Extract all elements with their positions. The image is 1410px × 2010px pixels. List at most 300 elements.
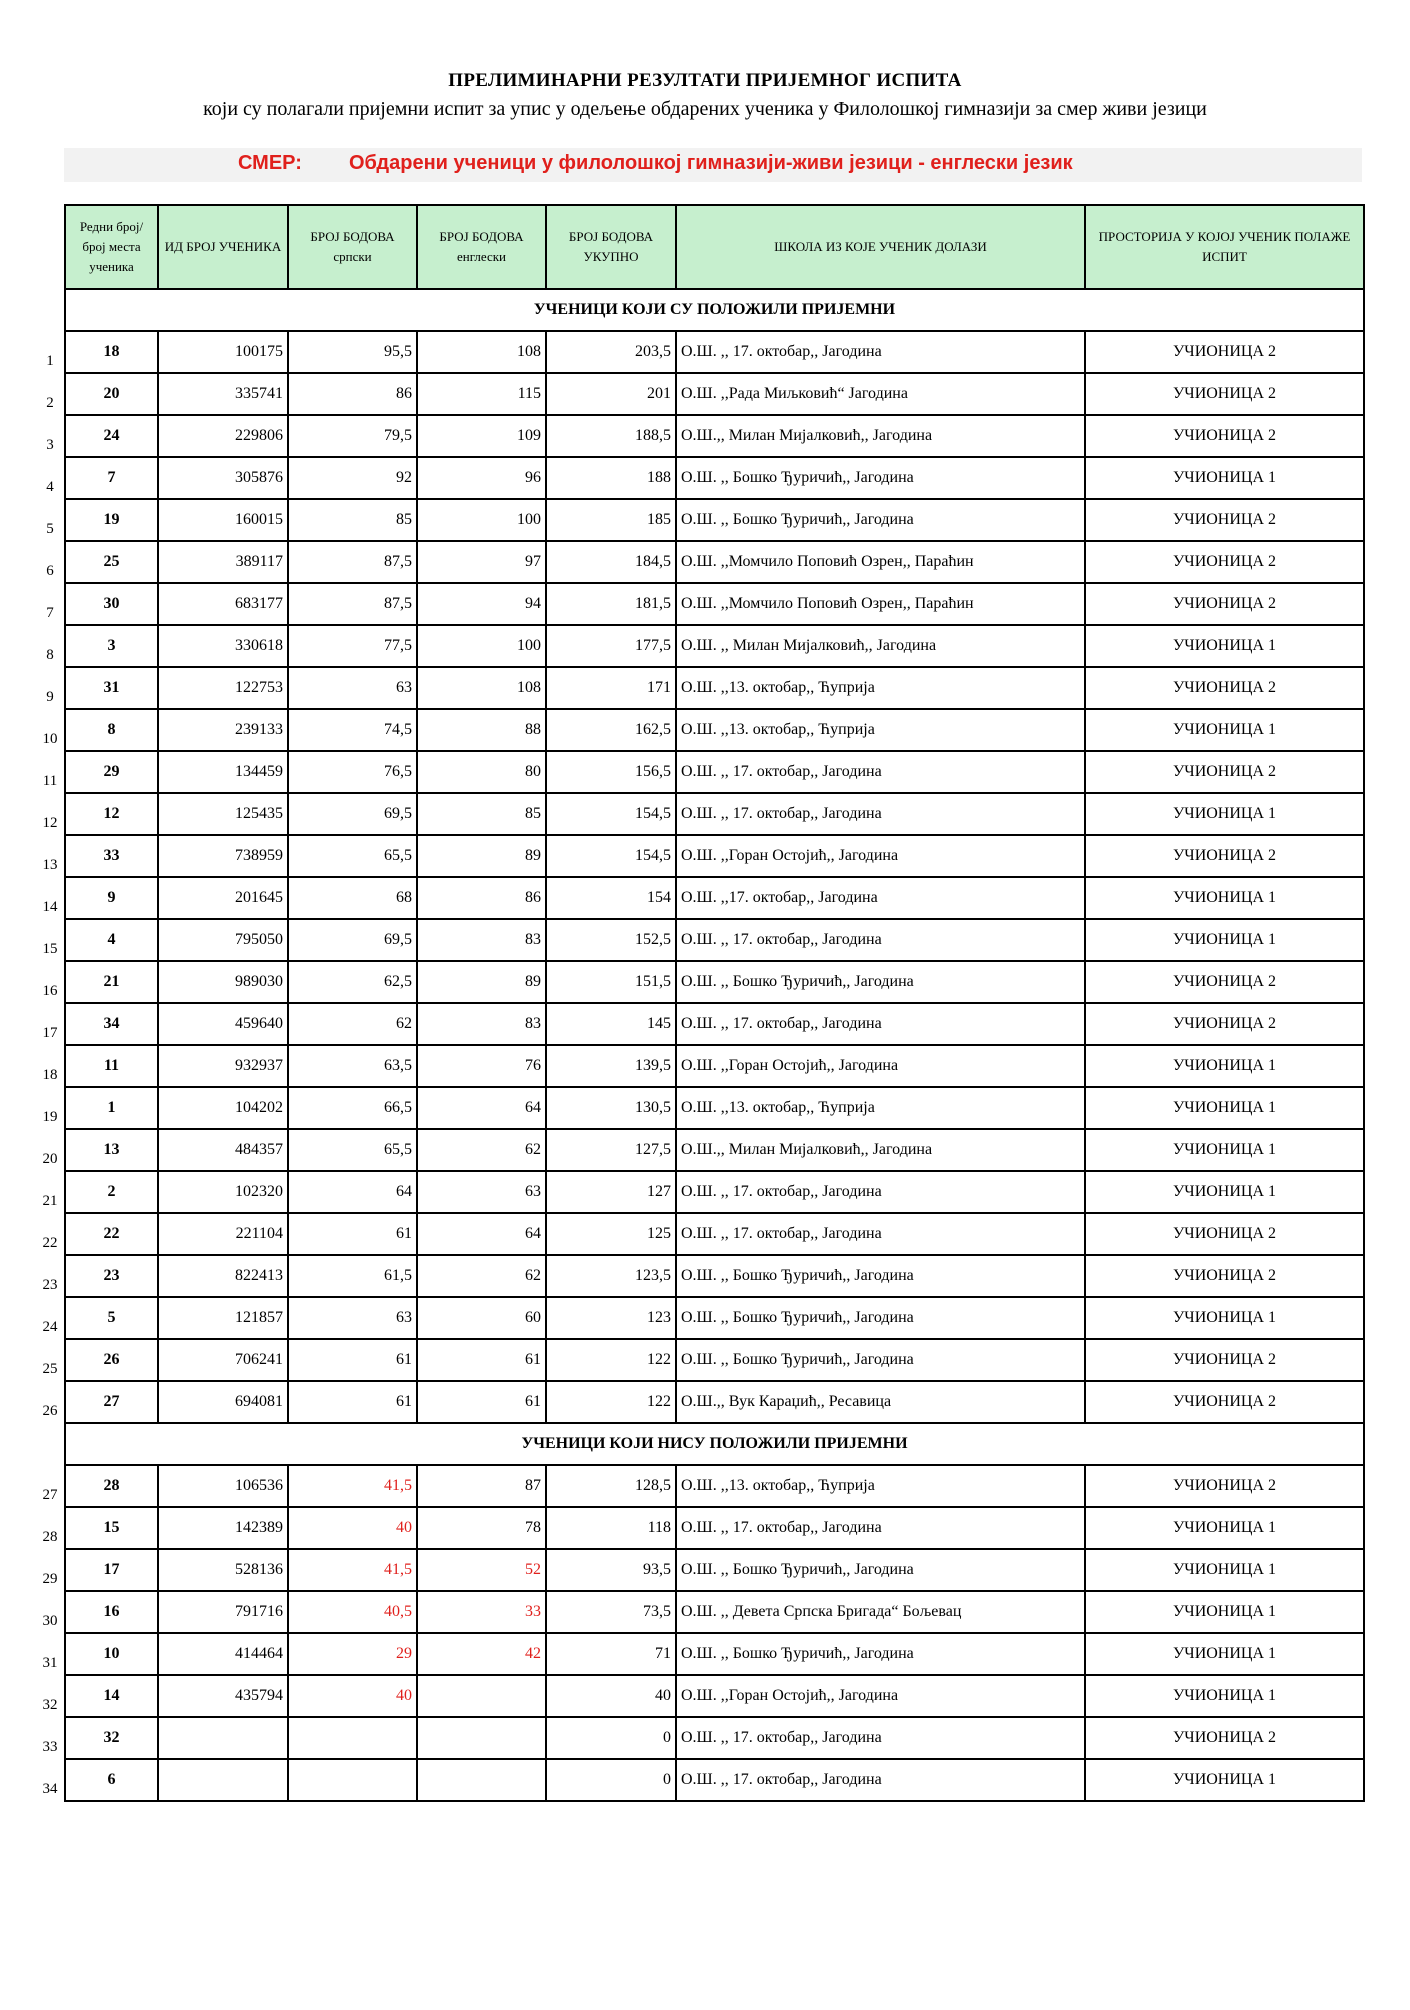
row-number: 26 [42, 1403, 58, 1419]
row-number: 22 [42, 1235, 58, 1251]
cell-points-english: 60 [417, 1297, 546, 1339]
cell-points-total: 127 [546, 1171, 676, 1213]
cell-points-serbian: 95,5 [288, 331, 417, 373]
cell-points-serbian: 65,5 [288, 1129, 417, 1171]
table-row [65, 1255, 1364, 1297]
cell-points-english: 85 [417, 793, 546, 835]
cell-rank: 20 [65, 373, 158, 415]
cell-school: О.Ш.,, Милан Мијалковић,, Јагодина [676, 415, 1085, 457]
section-title: УЧЕНИЦИ КОЈИ НИСУ ПОЛОЖИЛИ ПРИЈЕМНИ [65, 1423, 1364, 1465]
row-number: 29 [42, 1571, 58, 1587]
cell-room: УЧИОНИЦА 2 [1085, 415, 1364, 457]
row-number: 32 [42, 1697, 58, 1713]
table-row [65, 1171, 1364, 1213]
cell-room: УЧИОНИЦА 2 [1085, 373, 1364, 415]
cell-points-serbian: 66,5 [288, 1087, 417, 1129]
cell-points-english: 80 [417, 751, 546, 793]
cell-school: О.Ш. ,, Бошко Ђуричић,, Јагодина [676, 457, 1085, 499]
cell-rank: 14 [65, 1675, 158, 1717]
cell-student-id: 305876 [158, 457, 288, 499]
cell-student-id: 100175 [158, 331, 288, 373]
cell-student-id [158, 1759, 288, 1801]
cell-points-serbian: 63 [288, 1297, 417, 1339]
row-number: 16 [42, 983, 58, 999]
table-row [65, 961, 1364, 1003]
cell-rank: 34 [65, 1003, 158, 1045]
cell-school: О.Ш.,, Милан Мијалковић,, Јагодина [676, 1129, 1085, 1171]
table-row [65, 1633, 1364, 1675]
cell-points-serbian: 64 [288, 1171, 417, 1213]
row-number: 10 [42, 731, 58, 747]
cell-points-english: 63 [417, 1171, 546, 1213]
cell-student-id: 106536 [158, 1465, 288, 1507]
table-row [65, 457, 1364, 499]
cell-points-english: 61 [417, 1381, 546, 1423]
cell-points-english: 100 [417, 625, 546, 667]
table-row [65, 1087, 1364, 1129]
cell-points-total: 122 [546, 1339, 676, 1381]
cell-points-total: 184,5 [546, 541, 676, 583]
table-row [65, 877, 1364, 919]
table-row [65, 1297, 1364, 1339]
row-number: 34 [42, 1781, 58, 1797]
cell-rank: 1 [65, 1087, 158, 1129]
cell-student-id: 459640 [158, 1003, 288, 1045]
cell-student-id: 125435 [158, 793, 288, 835]
cell-points-total: 203,5 [546, 331, 676, 373]
cell-points-serbian: 87,5 [288, 541, 417, 583]
cell-points-english: 61 [417, 1339, 546, 1381]
cell-room: УЧИОНИЦА 1 [1085, 1171, 1364, 1213]
cell-points-total: 181,5 [546, 583, 676, 625]
cell-points-english: 64 [417, 1213, 546, 1255]
cell-room: УЧИОНИЦА 1 [1085, 1675, 1364, 1717]
cell-points-total: 201 [546, 373, 676, 415]
cell-points-total: 130,5 [546, 1087, 676, 1129]
table-row [65, 331, 1364, 373]
cell-school: О.Ш. ,,Горан Остојић,, Јагодина [676, 835, 1085, 877]
cell-points-total: 145 [546, 1003, 676, 1045]
cell-points-serbian: 61 [288, 1213, 417, 1255]
cell-points-total: 118 [546, 1507, 676, 1549]
col-header-school: ШКОЛА ИЗ КОЈЕ УЧЕНИК ДОЛАЗИ [676, 205, 1085, 289]
cell-rank: 7 [65, 457, 158, 499]
row-number: 4 [46, 479, 54, 495]
col-header-room: ПРОСТОРИЈА У КОЈОЈ УЧЕНИК ПОЛАЖЕ ИСПИТ [1085, 205, 1364, 289]
table-row [65, 1591, 1364, 1633]
cell-room: УЧИОНИЦА 2 [1085, 961, 1364, 1003]
cell-room: УЧИОНИЦА 1 [1085, 1297, 1364, 1339]
cell-points-serbian [288, 1717, 417, 1759]
cell-student-id: 160015 [158, 499, 288, 541]
cell-points-serbian: 74,5 [288, 709, 417, 751]
cell-points-total: 151,5 [546, 961, 676, 1003]
cell-student-id: 795050 [158, 919, 288, 961]
cell-school: О.Ш. ,,Момчило Поповић Озрен,, Параћин [676, 583, 1085, 625]
cell-points-english: 83 [417, 919, 546, 961]
cell-school: О.Ш. ,,13. октобар,, Ћуприја [676, 667, 1085, 709]
cell-points-english: 94 [417, 583, 546, 625]
cell-room: УЧИОНИЦА 1 [1085, 1045, 1364, 1087]
cell-student-id: 221104 [158, 1213, 288, 1255]
cell-school: О.Ш. ,,Рада Миљковић“ Јагодина [676, 373, 1085, 415]
cell-points-english [417, 1675, 546, 1717]
table-row [65, 1003, 1364, 1045]
results-table [64, 204, 1365, 1802]
cell-points-english: 108 [417, 667, 546, 709]
cell-rank: 3 [65, 625, 158, 667]
cell-room: УЧИОНИЦА 1 [1085, 1087, 1364, 1129]
cell-points-english [417, 1717, 546, 1759]
cell-points-total: 123 [546, 1297, 676, 1339]
cell-points-serbian: 62,5 [288, 961, 417, 1003]
cell-room: УЧИОНИЦА 2 [1085, 1339, 1364, 1381]
cell-student-id: 414464 [158, 1633, 288, 1675]
cell-school: О.Ш. ,, Бошко Ђуричић,, Јагодина [676, 1255, 1085, 1297]
table-row [65, 1339, 1364, 1381]
cell-school: О.Ш. ,, 17. октобар,, Јагодина [676, 1759, 1085, 1801]
cell-school: О.Ш. ,,13. октобар,, Ћуприја [676, 1465, 1085, 1507]
cell-student-id: 335741 [158, 373, 288, 415]
cell-points-total: 73,5 [546, 1591, 676, 1633]
cell-school: О.Ш. ,, Бошко Ђуричић,, Јагодина [676, 1633, 1085, 1675]
section-title: УЧЕНИЦИ КОЈИ СУ ПОЛОЖИЛИ ПРИЈЕМНИ [65, 289, 1364, 331]
cell-room: УЧИОНИЦА 2 [1085, 1381, 1364, 1423]
row-number: 11 [42, 773, 58, 789]
cell-points-english: 52 [417, 1549, 546, 1591]
row-number: 2 [46, 395, 54, 411]
cell-points-total: 177,5 [546, 625, 676, 667]
cell-school: О.Ш. ,, Милан Мијалковић,, Јагодина [676, 625, 1085, 667]
cell-student-id: 102320 [158, 1171, 288, 1213]
cell-student-id: 104202 [158, 1087, 288, 1129]
row-number: 25 [42, 1361, 58, 1377]
page-subtitle: који су полагали пријемни испит за упис у одељење обдарених ученика у Филолошкој гимназији за смер живи језици [203, 98, 1207, 120]
cell-points-serbian: 92 [288, 457, 417, 499]
row-number: 15 [42, 941, 58, 957]
cell-points-english: 64 [417, 1087, 546, 1129]
col-header-points-english: БРОЈ БОДОВА енглески [417, 205, 546, 289]
cell-student-id: 738959 [158, 835, 288, 877]
cell-rank: 26 [65, 1339, 158, 1381]
row-number: 31 [42, 1655, 58, 1671]
cell-points-total: 162,5 [546, 709, 676, 751]
cell-points-total: 171 [546, 667, 676, 709]
cell-points-total: 152,5 [546, 919, 676, 961]
row-number: 7 [46, 605, 54, 621]
cell-school: О.Ш. ,, Бошко Ђуричић,, Јагодина [676, 1297, 1085, 1339]
row-number: 1 [46, 353, 54, 369]
cell-student-id: 122753 [158, 667, 288, 709]
col-header-points-total: БРОЈ БОДОВА УКУПНО [546, 205, 676, 289]
cell-room: УЧИОНИЦА 2 [1085, 667, 1364, 709]
col-header-id: ИД БРОЈ УЧЕНИКА [158, 205, 288, 289]
cell-points-serbian: 61 [288, 1339, 417, 1381]
cell-room: УЧИОНИЦА 1 [1085, 793, 1364, 835]
cell-points-english: 108 [417, 331, 546, 373]
cell-school: О.Ш.,, Вук Караџић,, Ресавица [676, 1381, 1085, 1423]
cell-school: О.Ш. ,,Горан Остојић,, Јагодина [676, 1675, 1085, 1717]
cell-points-serbian: 62 [288, 1003, 417, 1045]
row-number: 5 [46, 521, 54, 537]
cell-room: УЧИОНИЦА 1 [1085, 877, 1364, 919]
cell-room: УЧИОНИЦА 1 [1085, 919, 1364, 961]
table-row [65, 1717, 1364, 1759]
cell-points-serbian: 63 [288, 667, 417, 709]
cell-points-serbian: 77,5 [288, 625, 417, 667]
cell-rank: 29 [65, 751, 158, 793]
cell-points-serbian: 29 [288, 1633, 417, 1675]
cell-points-serbian: 79,5 [288, 415, 417, 457]
row-number: 33 [42, 1739, 58, 1755]
cell-rank: 12 [65, 793, 158, 835]
cell-school: О.Ш. ,, Бошко Ђуричић,, Јагодина [676, 499, 1085, 541]
cell-points-serbian: 40 [288, 1675, 417, 1717]
cell-school: О.Ш. ,, 17. октобар,, Јагодина [676, 1171, 1085, 1213]
cell-school: О.Ш. ,, Бошко Ђуричић,, Јагодина [676, 961, 1085, 1003]
row-number: 20 [42, 1151, 58, 1167]
cell-room: УЧИОНИЦА 1 [1085, 625, 1364, 667]
cell-points-serbian: 40 [288, 1507, 417, 1549]
cell-points-serbian: 85 [288, 499, 417, 541]
cell-points-total: 188,5 [546, 415, 676, 457]
cell-points-total: 93,5 [546, 1549, 676, 1591]
table-row [65, 583, 1364, 625]
cell-points-total: 188 [546, 457, 676, 499]
cell-points-total: 122 [546, 1381, 676, 1423]
cell-points-total: 185 [546, 499, 676, 541]
cell-points-serbian [288, 1759, 417, 1801]
cell-student-id: 201645 [158, 877, 288, 919]
table-row [65, 625, 1364, 667]
cell-points-english: 100 [417, 499, 546, 541]
cell-points-total: 154 [546, 877, 676, 919]
cell-points-english: 86 [417, 877, 546, 919]
table-row [65, 373, 1364, 415]
cell-school: О.Ш. ,, 17. октобар,, Јагодина [676, 1717, 1085, 1759]
cell-rank: 16 [65, 1591, 158, 1633]
row-number: 24 [42, 1319, 58, 1335]
col-header-points-serbian: БРОЈ БОДОВА српски [288, 205, 417, 289]
row-number: 12 [42, 815, 58, 831]
cell-student-id: 229806 [158, 415, 288, 457]
cell-school: О.Ш. ,, Бошко Ђуричић,, Јагодина [676, 1339, 1085, 1381]
cell-room: УЧИОНИЦА 1 [1085, 1129, 1364, 1171]
cell-points-english: 78 [417, 1507, 546, 1549]
cell-points-english: 76 [417, 1045, 546, 1087]
cell-points-total: 128,5 [546, 1465, 676, 1507]
cell-room: УЧИОНИЦА 2 [1085, 835, 1364, 877]
cell-rank: 28 [65, 1465, 158, 1507]
section-header-row [65, 289, 1364, 331]
cell-room: УЧИОНИЦА 1 [1085, 1759, 1364, 1801]
row-number: 21 [42, 1193, 58, 1209]
cell-points-serbian: 41,5 [288, 1549, 417, 1591]
cell-rank: 22 [65, 1213, 158, 1255]
cell-room: УЧИОНИЦА 2 [1085, 1717, 1364, 1759]
cell-points-total: 123,5 [546, 1255, 676, 1297]
smer-label: СМЕР: [238, 152, 302, 174]
cell-rank: 30 [65, 583, 158, 625]
cell-school: О.Ш. ,, 17. октобар,, Јагодина [676, 1003, 1085, 1045]
cell-rank: 23 [65, 1255, 158, 1297]
smer-bar [64, 148, 1362, 182]
cell-student-id: 989030 [158, 961, 288, 1003]
cell-room: УЧИОНИЦА 2 [1085, 1255, 1364, 1297]
cell-room: УЧИОНИЦА 1 [1085, 1591, 1364, 1633]
table-row [65, 793, 1364, 835]
cell-points-english: 62 [417, 1255, 546, 1297]
cell-points-serbian: 63,5 [288, 1045, 417, 1087]
table-row [65, 541, 1364, 583]
cell-rank: 11 [65, 1045, 158, 1087]
cell-school: О.Ш. ,,Горан Остојић,, Јагодина [676, 1045, 1085, 1087]
row-number: 19 [42, 1109, 58, 1125]
cell-rank: 8 [65, 709, 158, 751]
cell-points-serbian: 69,5 [288, 919, 417, 961]
cell-rank: 5 [65, 1297, 158, 1339]
table-row [65, 919, 1364, 961]
row-number: 28 [42, 1529, 58, 1545]
cell-school: О.Ш. ,,13. октобар,, Ћуприја [676, 1087, 1085, 1129]
cell-rank: 13 [65, 1129, 158, 1171]
cell-student-id: 822413 [158, 1255, 288, 1297]
table-row [65, 1465, 1364, 1507]
cell-rank: 31 [65, 667, 158, 709]
cell-school: О.Ш. ,, Девета Српска Бригада“ Бољевац [676, 1591, 1085, 1633]
cell-school: О.Ш. ,,17. октобар,, Јагодина [676, 877, 1085, 919]
cell-school: О.Ш. ,, 17. октобар,, Јагодина [676, 751, 1085, 793]
row-number: 3 [46, 437, 54, 453]
cell-points-english: 89 [417, 835, 546, 877]
cell-rank: 4 [65, 919, 158, 961]
cell-rank: 10 [65, 1633, 158, 1675]
smer-text: Обдарени ученици у филолошкој гимназији-живи језици - енглески језик [349, 152, 1073, 174]
cell-school: О.Ш. ,,Момчило Поповић Озрен,, Параћин [676, 541, 1085, 583]
cell-student-id: 239133 [158, 709, 288, 751]
cell-school: О.Ш. ,, 17. октобар,, Јагодина [676, 1213, 1085, 1255]
row-number: 17 [42, 1025, 58, 1041]
cell-school: О.Ш. ,,13. октобар,, Ћуприја [676, 709, 1085, 751]
cell-points-english: 89 [417, 961, 546, 1003]
cell-rank: 24 [65, 415, 158, 457]
cell-student-id: 330618 [158, 625, 288, 667]
cell-rank: 2 [65, 1171, 158, 1213]
page-title: ПРЕЛИМИНАРНИ РЕЗУЛТАТИ ПРИЈЕМНОГ ИСПИТА [448, 70, 962, 91]
cell-student-id: 683177 [158, 583, 288, 625]
cell-points-serbian: 68 [288, 877, 417, 919]
cell-points-english: 42 [417, 1633, 546, 1675]
section-header-row [65, 1423, 1364, 1465]
cell-school: О.Ш. ,, 17. октобар,, Јагодина [676, 331, 1085, 373]
cell-points-english: 96 [417, 457, 546, 499]
table-header-row [65, 205, 1364, 289]
cell-points-serbian: 41,5 [288, 1465, 417, 1507]
cell-points-english: 88 [417, 709, 546, 751]
table-row [65, 709, 1364, 751]
cell-points-english: 115 [417, 373, 546, 415]
cell-student-id: 528136 [158, 1549, 288, 1591]
cell-points-english: 83 [417, 1003, 546, 1045]
cell-room: УЧИОНИЦА 2 [1085, 1465, 1364, 1507]
row-number: 18 [42, 1067, 58, 1083]
cell-student-id: 706241 [158, 1339, 288, 1381]
cell-room: УЧИОНИЦА 2 [1085, 583, 1364, 625]
cell-room: УЧИОНИЦА 2 [1085, 1213, 1364, 1255]
cell-points-serbian: 40,5 [288, 1591, 417, 1633]
cell-rank: 33 [65, 835, 158, 877]
cell-rank: 17 [65, 1549, 158, 1591]
cell-points-total: 71 [546, 1633, 676, 1675]
table-row [65, 1213, 1364, 1255]
cell-room: УЧИОНИЦА 1 [1085, 1507, 1364, 1549]
table-row [65, 1129, 1364, 1171]
cell-student-id: 791716 [158, 1591, 288, 1633]
table-row [65, 835, 1364, 877]
table-row [65, 1759, 1364, 1801]
table-row [65, 1507, 1364, 1549]
cell-points-serbian: 61,5 [288, 1255, 417, 1297]
cell-points-serbian: 86 [288, 373, 417, 415]
cell-student-id: 121857 [158, 1297, 288, 1339]
cell-points-total: 0 [546, 1759, 676, 1801]
cell-points-total: 154,5 [546, 793, 676, 835]
cell-rank: 6 [65, 1759, 158, 1801]
table-row [65, 751, 1364, 793]
cell-student-id: 142389 [158, 1507, 288, 1549]
cell-student-id: 435794 [158, 1675, 288, 1717]
cell-student-id: 932937 [158, 1045, 288, 1087]
cell-rank: 9 [65, 877, 158, 919]
row-number: 13 [42, 857, 58, 873]
cell-points-total: 139,5 [546, 1045, 676, 1087]
cell-student-id [158, 1717, 288, 1759]
cell-room: УЧИОНИЦА 2 [1085, 751, 1364, 793]
cell-points-english [417, 1759, 546, 1801]
table-row [65, 667, 1364, 709]
col-header-rank: Редни број/ број места ученика [65, 205, 158, 289]
cell-points-english: 87 [417, 1465, 546, 1507]
cell-room: УЧИОНИЦА 2 [1085, 331, 1364, 373]
cell-room: УЧИОНИЦА 2 [1085, 1003, 1364, 1045]
row-number: 14 [42, 899, 58, 915]
cell-room: УЧИОНИЦА 1 [1085, 457, 1364, 499]
cell-room: УЧИОНИЦА 1 [1085, 1633, 1364, 1675]
cell-student-id: 484357 [158, 1129, 288, 1171]
cell-points-serbian: 61 [288, 1381, 417, 1423]
cell-points-english: 97 [417, 541, 546, 583]
table-row [65, 1381, 1364, 1423]
cell-school: О.Ш. ,, 17. октобар,, Јагодина [676, 1507, 1085, 1549]
cell-rank: 32 [65, 1717, 158, 1759]
cell-points-total: 0 [546, 1717, 676, 1759]
cell-points-total: 154,5 [546, 835, 676, 877]
cell-rank: 18 [65, 331, 158, 373]
cell-rank: 21 [65, 961, 158, 1003]
cell-room: УЧИОНИЦА 1 [1085, 1549, 1364, 1591]
table-row [65, 499, 1364, 541]
cell-room: УЧИОНИЦА 2 [1085, 499, 1364, 541]
table-row [65, 415, 1364, 457]
cell-points-total: 40 [546, 1675, 676, 1717]
cell-rank: 15 [65, 1507, 158, 1549]
table-row [65, 1045, 1364, 1087]
row-number: 27 [42, 1487, 58, 1503]
row-number: 23 [42, 1277, 58, 1293]
row-number: 9 [46, 689, 54, 705]
cell-points-serbian: 87,5 [288, 583, 417, 625]
cell-points-english: 62 [417, 1129, 546, 1171]
